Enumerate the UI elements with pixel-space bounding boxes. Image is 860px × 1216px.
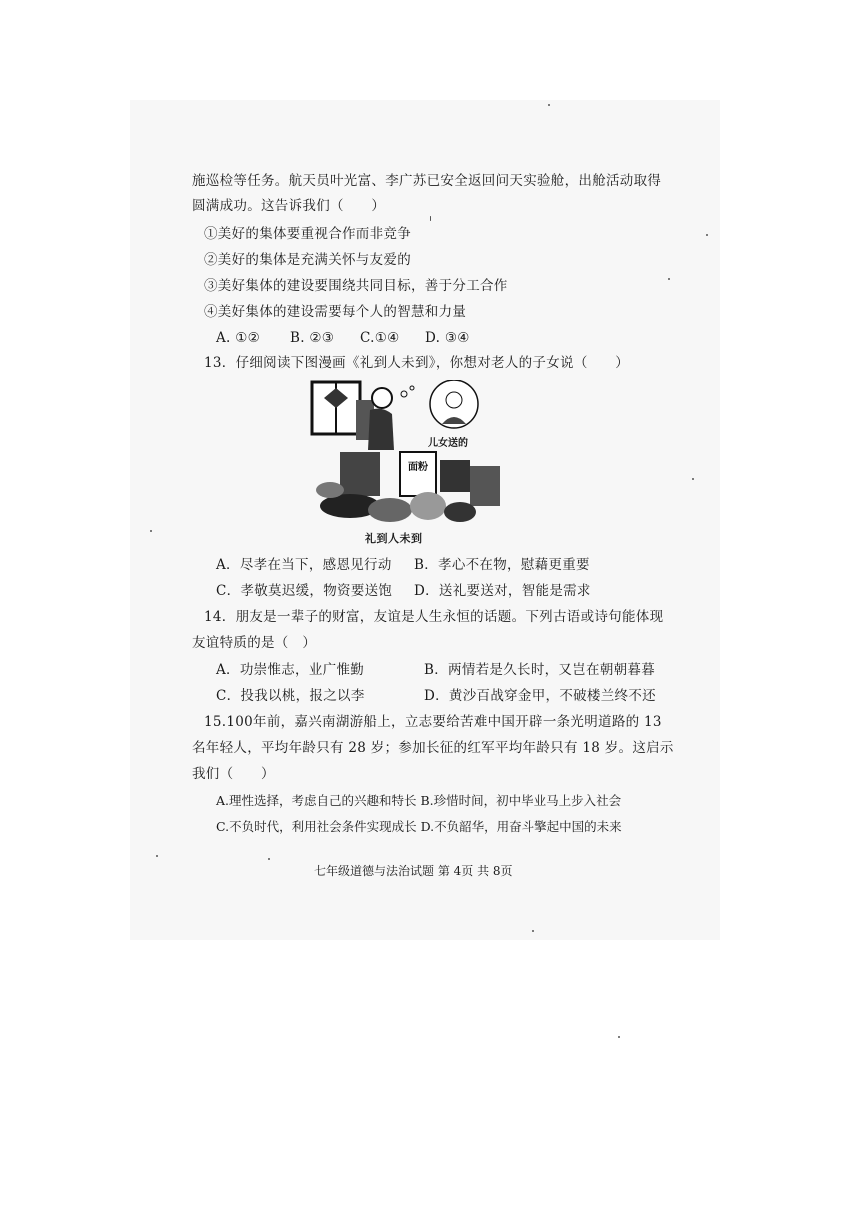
q14-choice-a: A．功崇惟志，业广惟勤 xyxy=(216,662,365,678)
scan-speck xyxy=(532,930,534,932)
cartoon-label-bag: 面粉 xyxy=(408,462,428,473)
scan-speck xyxy=(156,855,158,857)
cartoon-illustration xyxy=(310,380,510,530)
q12-choice-d: D. ③④ xyxy=(425,330,470,346)
q14-stem: 友谊特质的是（ ） xyxy=(192,635,317,651)
scan-speck xyxy=(618,1036,620,1038)
scan-speck xyxy=(692,478,694,480)
cartoon-caption: 礼到人未到 xyxy=(365,532,423,545)
q13-choice-b: B．孝心不在物，慰藉更重要 xyxy=(414,557,590,573)
q12-choice-c: C.①④ xyxy=(360,330,400,346)
q14-stem: 14．朋友是一辈子的财富，友谊是人生永恒的话题。下列古语或诗句能体现 xyxy=(204,609,664,625)
q12-choice-b: B. ②③ xyxy=(290,330,335,346)
q14-choice-c: C．投我以桃，报之以李 xyxy=(216,688,365,704)
q13-choice-a: A．尽孝在当下，感恩见行动 xyxy=(216,557,392,573)
q12-option: ③美好集体的建设要围绕共同目标，善于分工合作 xyxy=(204,278,508,294)
q15-choices-row: A.理性选择，考虑自己的兴趣和特长 B.珍惜时间，初中毕业马上步入社会 xyxy=(216,793,622,808)
text-line: 施巡检等任务。航天员叶光富、李广苏已安全返回问天实验舱，出舱活动取得 xyxy=(192,173,662,189)
q14-choice-d: D．黄沙百战穿金甲，不破楼兰终不还 xyxy=(424,688,656,704)
scan-speck xyxy=(268,858,270,860)
scan-speck xyxy=(150,530,152,532)
q12-option: ④美好集体的建设需要每个人的智慧和力量 xyxy=(204,304,467,320)
q13-choice-c: C．孝敬莫迟缓，物资要送饱 xyxy=(216,583,393,599)
cartoon-label-top: 儿女送的 xyxy=(428,438,468,449)
q15-choices-row: C.不负时代，利用社会条件实现成长 D.不负韶华，用奋斗擎起中国的未来 xyxy=(216,819,622,834)
q14-choice-b: B．两情若是久长时，又岂在朝朝暮暮 xyxy=(424,662,656,678)
q15-stem: 15.100年前，嘉兴南湖游船上，立志要给苦难中国开辟一条光明道路的 13 xyxy=(204,714,662,730)
q12-option: ①美好的集体要重视合作而非竞争 xyxy=(204,226,411,242)
scan-speck xyxy=(548,104,550,106)
text-line: 圆满成功。这告诉我们（ ） xyxy=(192,198,386,214)
q15-stem: 名年轻人，平均年龄只有 28 岁；参加长征的红军平均年龄只有 18 岁。这启示 xyxy=(192,740,674,756)
q13-choice-d: D．送礼要送对，智能是需求 xyxy=(414,583,591,599)
scan-speck xyxy=(668,278,670,280)
q12-choice-a: A. ①② xyxy=(216,330,261,346)
scan-speck xyxy=(430,216,431,221)
q13-stem: 13．仔细阅读下图漫画《礼到人未到》，你想对老人的子女说（ ） xyxy=(204,355,630,371)
scan-speck xyxy=(706,234,708,236)
q12-option: ②美好的集体是充满关怀与友爱的 xyxy=(204,252,411,268)
q15-stem: 我们（ ） xyxy=(192,766,275,782)
page-footer: 七年级道德与法治试题 第 4页 共 8页 xyxy=(314,864,513,878)
